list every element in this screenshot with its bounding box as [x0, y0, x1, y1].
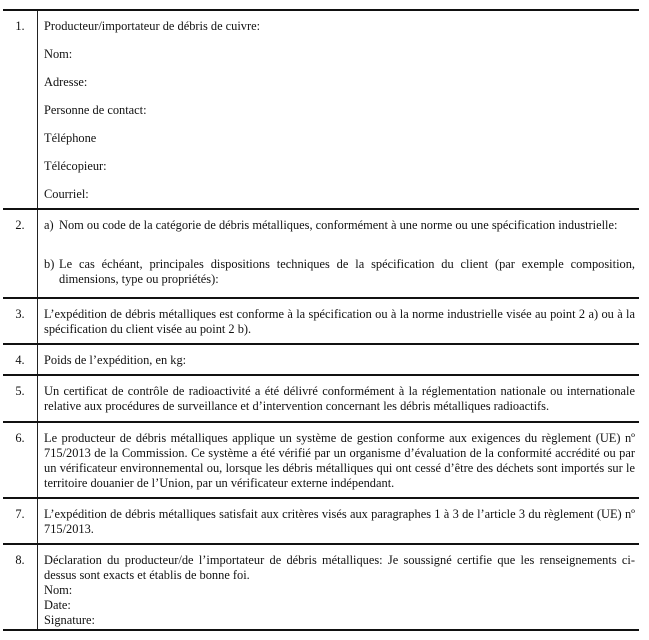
- row-text: Le producteur de débris métalliques applique un système de gestion conforme aux exigences du règlement (UE) nº 715/2013 de la Commission. Ce système a été vérifié par un organisme d’évaluation de la conformité accrédité ou par un vérificateur environnemental ou, lorsque les débris métalliques qui ont cessé d’être des déchets sont importés sur le territoire douanier de l’Union, par un vérificateur externe indépendant.: [44, 431, 635, 490]
- row-number: 8.: [3, 544, 38, 630]
- subitem-label: b): [44, 257, 55, 271]
- row-number: 3.: [3, 298, 38, 344]
- form-row-7: [3, 498, 639, 544]
- row-content: [38, 544, 640, 630]
- row-content: [38, 10, 640, 209]
- form-row-4: [3, 344, 639, 375]
- subitem-text: Nom ou code de la catégorie de débris métalliques, conformément à une norme ou une spécification industrielle:: [59, 218, 618, 232]
- subitem-label: a): [44, 218, 54, 232]
- row-number: 4.: [3, 344, 38, 375]
- row-number: 6.: [3, 422, 38, 498]
- form-row-6: [3, 422, 639, 498]
- subitem-b: [44, 257, 635, 287]
- row-text: Un certificat de contrôle de radioactivité a été délivré conformément à la réglementation nationale ou internationale relative aux procédures de surveillance et d’intervention concernant les débris métalliques radioactifs.: [44, 384, 635, 413]
- field-title: Producteur/importateur de débris de cuivre:: [44, 19, 261, 33]
- row-text: L’expédition de débris métalliques est conforme à la spécification ou à la norme industrielle visée au point 2 a) ou à la spécification du client visée au point 2 b).: [44, 307, 635, 336]
- declaration-form-table: [3, 9, 639, 631]
- field-address: Adresse:: [44, 75, 88, 89]
- field-date: Date:: [44, 598, 71, 612]
- row-text: L’expédition de débris métalliques satisfait aux critères visés aux paragraphes 1 à 3 de l’article 3 du règlement (UE) nº 715/2013.: [44, 507, 635, 536]
- form-row-3: [3, 298, 639, 344]
- form-row-2: [3, 209, 639, 298]
- row-number: 5.: [3, 375, 38, 422]
- declaration-text: Déclaration du producteur/de l’importateur de débris métalliques: Je soussigné certifie que les renseignements ci-dessus sont exacts et établis de bonne foi.: [44, 553, 635, 582]
- row-text: Poids de l’expédition, en kg:: [44, 353, 187, 367]
- form-row-8: [3, 544, 639, 630]
- row-number: 2.: [3, 209, 38, 298]
- field-phone: Téléphone: [44, 131, 97, 145]
- field-name: Nom:: [44, 583, 73, 597]
- field-name: Nom:: [44, 47, 73, 61]
- field-signature: Signature:: [44, 613, 95, 627]
- subitem-text: Le cas échéant, principales dispositions techniques de la spécification du client (par exemple composition, dimensions, type ou propriétés):: [59, 257, 635, 286]
- row-number: 7.: [3, 498, 38, 544]
- field-fax: Télécopieur:: [44, 159, 107, 173]
- row-number: 1.: [3, 10, 38, 209]
- form-row-1: [3, 10, 639, 209]
- row-content: [38, 209, 640, 298]
- form-row-5: [3, 375, 639, 422]
- field-contact-person: Personne de contact:: [44, 103, 147, 117]
- subitem-a: [44, 218, 635, 233]
- field-email: Courriel:: [44, 187, 89, 201]
